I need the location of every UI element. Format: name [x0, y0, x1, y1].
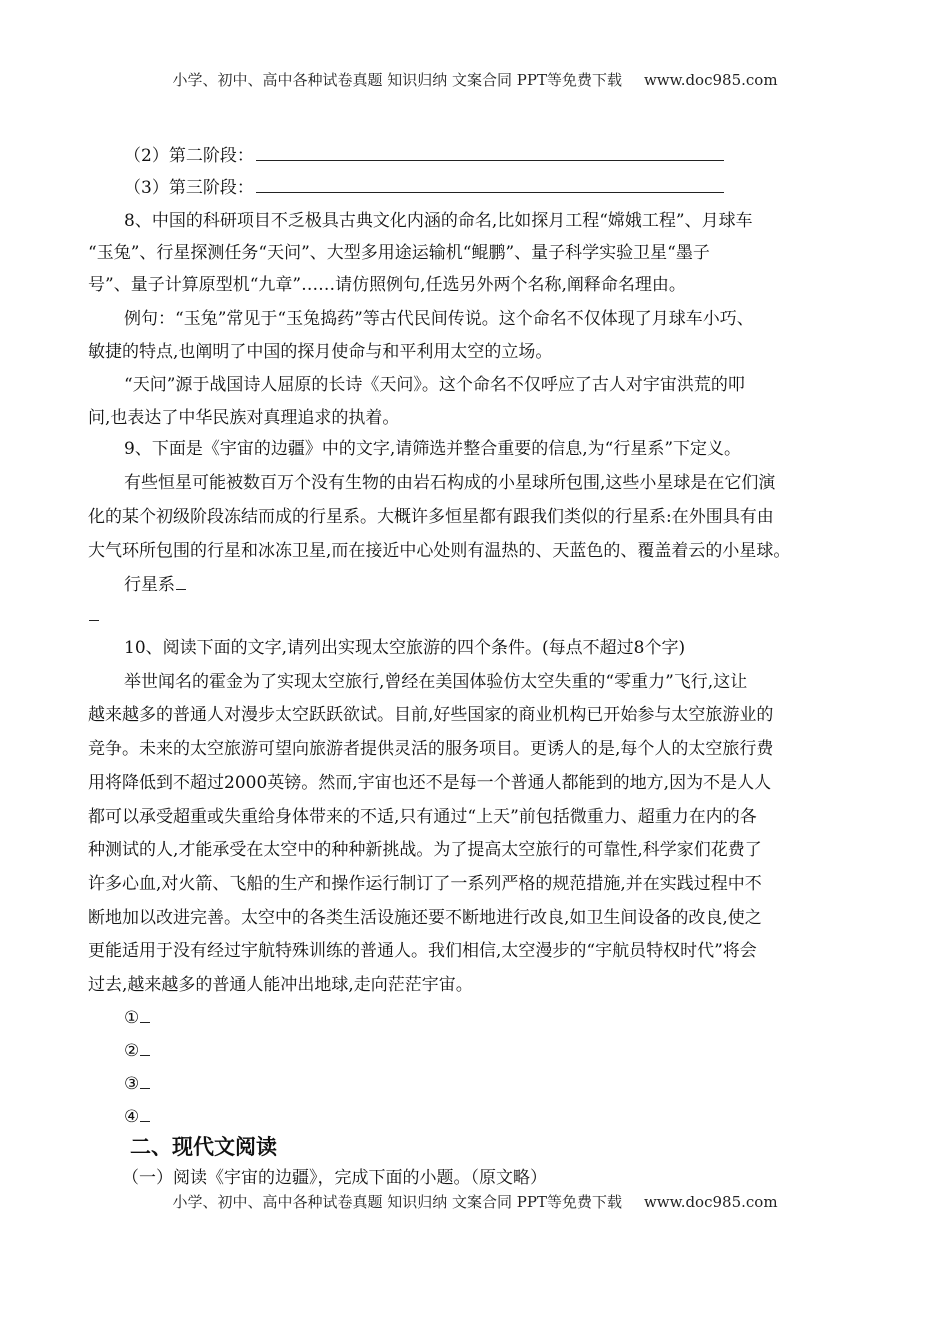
header-site: www.doc985.com — [643, 71, 778, 89]
q10-passage-line-9: 更能适用于没有经过宇航特殊训练的普通人。我们相信,太空漫步的“宇航员特权时代”将会 — [88, 941, 757, 961]
stage-2-answer-blank[interactable] — [256, 144, 724, 161]
example-line-4: 问,也表达了中华民族对真理追求的执着。 — [88, 408, 400, 428]
q10-passage-line-8: 断地加以改进完善。太空中的各类生活设施还要不断地进行改良,如卫生间设备的改良,使之 — [88, 908, 762, 928]
q8-line-3: 号”、量子计算原型机“九章”……请仿照例句,任选另外两个名称,阐释命名理由。 — [88, 275, 686, 295]
q10-passage-line-2: 越来越多的普通人对漫步太空跃跃欲试。目前,好些国家的商业机构已开始参与太空旅游业的 — [88, 705, 774, 725]
answer-number-4: ④ — [124, 1107, 140, 1127]
example-line-1: 例句：“玉兔”常见于“玉兔捣药”等古代民间传说。这个命名不仅体现了月球车小巧、 — [124, 309, 754, 329]
answer-blank-4[interactable] — [140, 1106, 150, 1122]
q10-prompt: 10、阅读下面的文字,请列出实现太空旅游的四个条件。(每点不超过8个字) — [124, 638, 686, 658]
page-header — [0, 70, 950, 90]
q10-answer-2 — [124, 1039, 904, 1063]
q9-passage-line-1: 有些恒星可能被数百万个没有生物的由岩石构成的小星球所包围,这些小星球是在它们演 — [124, 473, 776, 493]
q9-answer-blank-2[interactable] — [89, 605, 99, 621]
q10-passage-line-1: 举世闻名的霍金为了实现太空旅行,曾经在美国体验仿太空失重的“零重力”飞行,这让 — [124, 672, 748, 692]
footer-text: 小学、初中、高中各种试卷真题 知识归纳 文案合同 PPT等免费下载 — [172, 1193, 622, 1211]
footer-site: www.doc985.com — [643, 1193, 778, 1211]
q10-answer-4 — [124, 1105, 904, 1129]
q9-prompt: 9、下面是《宇宙的边疆》中的文字,请筛选并整合重要的信息,为“行星系”下定义。 — [124, 439, 742, 459]
section-heading-modern-reading: 二、现代文阅读 — [130, 1135, 277, 1159]
answer-number-2: ② — [124, 1041, 140, 1061]
q10-passage-line-5: 都可以承受超重或失重给身体带来的不适,只有通过“上天”前包括微重力、超重力在内的各 — [88, 807, 757, 827]
q10-passage-line-6: 种测试的人,才能承受在太空中的种种新挑战。为了提高太空旅行的可靠性,科学家们花费了 — [88, 840, 762, 860]
answer-number-3: ③ — [124, 1074, 140, 1094]
answer-number-1: ① — [124, 1008, 140, 1028]
q10-answer-3 — [124, 1072, 904, 1096]
subsection-instruction: （一）阅读《宇宙的边疆》，完成下面的小题。（原文略） — [122, 1168, 547, 1188]
stage-3-line — [124, 176, 904, 200]
header-text: 小学、初中、高中各种试卷真题 知识归纳 文案合同 PPT等免费下载 — [172, 71, 622, 89]
example-line-3: “天问”源于战国诗人屈原的长诗《天问》。这个命名不仅呼应了古人对宇宙洪荒的叩 — [124, 375, 745, 395]
answer-blank-2[interactable] — [140, 1040, 150, 1056]
stage-2-line — [124, 144, 904, 168]
stage-2-label: （2）第二阶段： — [124, 146, 254, 166]
q9-answer-line — [124, 573, 904, 597]
stage-3-answer-blank[interactable] — [256, 176, 724, 193]
q9-passage-line-3: 大气环所包围的行星和冰冻卫星,而在接近中心处则有温热的、天蓝色的、覆盖着云的小星球。 — [88, 541, 791, 561]
q9-answer-label: 行星系 — [124, 575, 175, 595]
stage-3-label: （3）第三阶段： — [124, 178, 254, 198]
q9-answer-continuation — [88, 604, 868, 628]
q8-line-1: 8、中国的科研项目不乏极具古典文化内涵的命名,比如探月工程“嫦娥工程”、月球车 — [124, 211, 753, 231]
q10-passage-line-10: 过去,越来越多的普通人能冲出地球,走向茫茫宇宙。 — [88, 975, 473, 995]
q8-line-2: “玉兔”、行星探测任务“天问”、大型多用途运输机“鲲鹏”、量子科学实验卫星“墨子 — [88, 243, 710, 263]
q9-answer-blank[interactable] — [176, 574, 186, 590]
q10-answer-1 — [124, 1006, 904, 1030]
answer-blank-3[interactable] — [140, 1073, 150, 1089]
q10-passage-line-3: 竞争。未来的太空旅游可望向旅游者提供灵活的服务项目。更诱人的是,每个人的太空旅行费 — [88, 739, 774, 759]
q10-passage-line-7: 许多心血,对火箭、飞船的生产和操作运行制订了一系列严格的规范措施,并在实践过程中不 — [88, 874, 762, 894]
example-line-2: 敏捷的特点,也阐明了中国的探月使命与和平利用太空的立场。 — [88, 342, 553, 362]
q10-passage-line-4: 用将降低到不超过2000英镑。然而,宇宙也还不是每一个普通人都能到的地方,因为不是人人 — [88, 773, 772, 793]
page-footer — [0, 1192, 950, 1212]
q9-passage-line-2: 化的某个初级阶段冻结而成的行星系。大概许多恒星都有跟我们类似的行星系:在外围具有由 — [88, 507, 774, 527]
answer-blank-1[interactable] — [140, 1007, 150, 1023]
